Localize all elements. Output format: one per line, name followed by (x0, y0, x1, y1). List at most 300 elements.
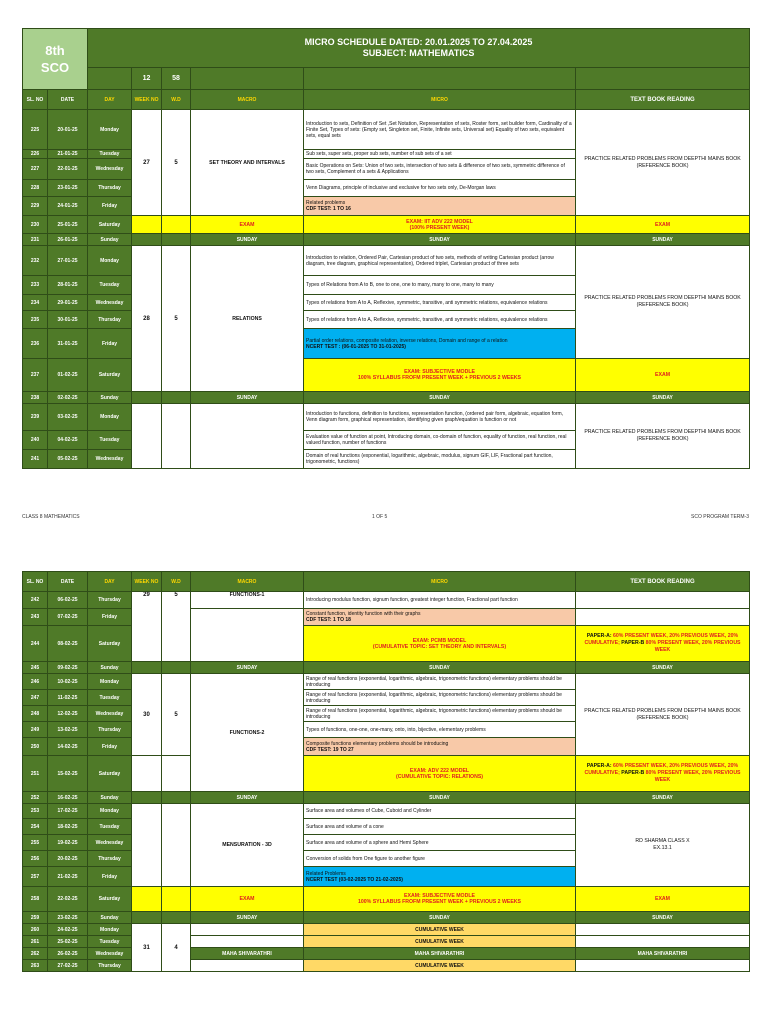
text-cell: EXAM (576, 887, 750, 912)
sl-cell: 250 (23, 738, 48, 756)
col-micro: MICRO (304, 90, 576, 110)
text-cell: EXAM (576, 216, 750, 234)
micro-cell: Types of functions, one-one, one-many, onto, into, bijective, elementary problems (304, 722, 576, 738)
micro-cell: CUMULATIVE WEEK (304, 936, 576, 948)
sl-cell: 241 (23, 450, 48, 469)
micro-cell: SUNDAY (304, 392, 576, 404)
exam-detail: 100% SYLLABUS FROFM PRESENT WEEK + PREVIOUS 2 WEEKS (358, 375, 522, 381)
cdf-test-label: CDF TEST: 1 TO 16 (306, 206, 351, 212)
blank-cell (88, 68, 132, 90)
wd-cell: 5 (162, 592, 191, 662)
date-cell: 22-02-25 (48, 887, 88, 912)
reference-book: RD SHARMA CLASS X (635, 838, 690, 844)
date-cell: 20-02-25 (48, 851, 88, 867)
micro-cell (304, 197, 576, 216)
macro-cell: RELATIONS (191, 246, 304, 392)
sl-cell: 232 (23, 246, 48, 276)
blank-cell (162, 662, 191, 674)
macro-cell: FUNCTIONS-2 (191, 674, 304, 792)
sl-cell: 238 (23, 392, 48, 404)
micro-cell: Evaluation value of function at point, Introducing domain, co-domain of function, equality of function, real function, real valued function, number of functions (304, 431, 576, 450)
sl-cell: 237 (23, 359, 48, 392)
day-cell: Friday (88, 867, 132, 887)
sl-cell: 248 (23, 706, 48, 722)
day-cell: Wednesday (88, 295, 132, 311)
date-cell: 23-01-25 (48, 180, 88, 197)
date-cell: 22-01-25 (48, 159, 88, 180)
day-cell: Wednesday (88, 450, 132, 469)
text-cell: EXAM (576, 359, 750, 392)
date-cell: 12-02-25 (48, 706, 88, 722)
macro-cell: MENSURATION - 3D (191, 804, 304, 887)
micro-cell: Conversion of solids from One figure to another figure (304, 851, 576, 867)
day-cell: Saturday (88, 756, 132, 792)
table-row (23, 792, 750, 804)
text-cell: PRACTICE RELATED PROBLEMS FROM DEEPTHI MAINS BOOK (REFERENCE BOOK) (576, 246, 750, 359)
date-cell: 27-01-25 (48, 246, 88, 276)
blank-cell (132, 804, 162, 887)
school-label: SCO (40, 60, 70, 75)
micro-cell: Venn Diagrams, principle of inclusive and exclusive for two sets only, De-Morgan laws (304, 180, 576, 197)
table-row (23, 246, 750, 276)
paper-split-cell (576, 626, 750, 662)
day-cell: Tuesday (88, 276, 132, 295)
paper-a-text: 60% PRESENT WEEK, 20% PREVIOUS WEEK, 20% CUMULATIVE; (584, 763, 739, 776)
macro-cell: SUNDAY (191, 792, 304, 804)
sl-cell: 226 (23, 150, 48, 159)
macro-cell: MAHA SHIVARATHRI (191, 948, 304, 960)
micro-cell: SUNDAY (304, 234, 576, 246)
reference-exercise: EX.13.1 (653, 845, 672, 851)
blank-cell (576, 924, 750, 936)
date-cell: 24-02-25 (48, 924, 88, 936)
blank-cell (132, 792, 162, 804)
day-cell: Saturday (88, 626, 132, 662)
text-cell: SUNDAY (576, 792, 750, 804)
col-text: TEXT BOOK READING (576, 572, 750, 592)
ncert-test-label: NCERT TEST (03-02-2025 TO 21-02-2025) (306, 876, 403, 883)
micro-cell: Basic Operations on Sets: Union of two sets, intersection of two sets & difference of two sets, symmetric difference of two sets, Complement of a sets & Applications (304, 159, 576, 180)
micro-cell: Introduction to sets, Definition of Set ,Set Notation, Representation of sets, Roster form, set builder form, Cardinality of a Finite Set, Types of sets: (Empty set, Singleton set, Finite, Infinite sets, Universal set) Equality of two sets, equivalent sets, equal sets (304, 110, 576, 150)
week-cell: 27 (132, 110, 162, 216)
micro-cell: Surface area and volume of a cone (304, 819, 576, 835)
date-cell: 27-02-25 (48, 960, 88, 972)
sl-cell: 234 (23, 295, 48, 311)
macro-cell: SUNDAY (191, 662, 304, 674)
blank-cell (162, 756, 191, 792)
blank-cell (162, 216, 191, 234)
date-cell: 04-02-25 (48, 431, 88, 450)
day-cell: Monday (88, 924, 132, 936)
sl-cell: 256 (23, 851, 48, 867)
text-cell (576, 804, 750, 887)
date-cell: 29-01-25 (48, 295, 88, 311)
micro-text: Constant function, identity function with their graphs (306, 611, 421, 617)
date-cell: 17-02-25 (48, 804, 88, 819)
date-cell: 28-01-25 (48, 276, 88, 295)
micro-cell: Range of real functions (exponential, logarithmic, algebraic, trigonometric functions) elementary problems should be introducing (304, 706, 576, 722)
sl-cell: 263 (23, 960, 48, 972)
col-day: DAY (88, 572, 132, 592)
sl-cell: 254 (23, 819, 48, 835)
sl-cell: 261 (23, 936, 48, 948)
exam-title: EXAM: PCMB MODEL (412, 637, 467, 644)
micro-cell (304, 329, 576, 359)
text-cell: SUNDAY (576, 912, 750, 924)
sl-cell: 236 (23, 329, 48, 359)
col-text: TEXT BOOK READING (576, 90, 750, 110)
title-line-1: MICRO SCHEDULE DATED: 20.01.2025 TO 27.04.2025 (304, 37, 533, 47)
blank-cell (132, 887, 162, 912)
sl-cell: 229 (23, 197, 48, 216)
wd-count: 58 (162, 68, 191, 90)
schedule-page-2 (22, 571, 749, 972)
micro-text: Related problems (306, 200, 346, 206)
table-row (23, 887, 750, 912)
text-cell: SUNDAY (576, 662, 750, 674)
sl-cell: 230 (23, 216, 48, 234)
date-cell: 11-02-25 (48, 690, 88, 706)
text-cell: MAHA SHIVARATHRI (576, 948, 750, 960)
col-sl: SL. NO (23, 90, 48, 110)
date-cell: 20-01-25 (48, 110, 88, 150)
blank-cell (576, 592, 750, 609)
week-cell: 31 (132, 924, 162, 972)
paper-a-label: PAPER-A: (586, 633, 612, 639)
paper-a-text: 60% PRESENT WEEK, 20% PREVIOUS WEEK, 20% CUMULATIVE; (584, 633, 739, 646)
title-line-2: SUBJECT: MATHEMATICS (362, 48, 475, 58)
ncert-test-label: NCERT TEST : (06-01-2025 TO 31-01-2025) (306, 343, 406, 350)
table-row (23, 756, 750, 792)
micro-cell: Range of real functions (exponential, logarithmic, algebraic, trigonometric functions) elementary problems should be introducing (304, 690, 576, 706)
blank-cell (162, 804, 191, 887)
day-cell: Friday (88, 197, 132, 216)
blank-cell (191, 924, 304, 936)
date-cell: 23-02-25 (48, 912, 88, 924)
col-date: DATE (48, 90, 88, 110)
micro-text: Composite functions elementary problems should be introducing (306, 740, 449, 747)
macro-cell: SUNDAY (191, 912, 304, 924)
day-cell: Saturday (88, 887, 132, 912)
micro-cell: Introducing modulus function, signum function, greatest integer function, Fractional part function (304, 592, 576, 609)
macro-cell: EXAM (191, 216, 304, 234)
blank-cell (191, 68, 304, 90)
text-cell: PRACTICE RELATED PROBLEMS FROM DEEPTHI MAINS BOOK (REFERENCE BOOK) (576, 404, 750, 469)
blank-cell (132, 392, 162, 404)
paper-split-cell (576, 756, 750, 792)
micro-cell: Types of Relations from A to B, one to one, one to many, many to one, many to many (304, 276, 576, 295)
date-cell: 15-02-25 (48, 756, 88, 792)
sl-cell: 259 (23, 912, 48, 924)
date-cell: 18-02-25 (48, 819, 88, 835)
sl-cell: 257 (23, 867, 48, 887)
day-cell: Thursday (88, 592, 132, 609)
micro-cell: CUMULATIVE WEEK (304, 960, 576, 972)
micro-cell (304, 887, 576, 912)
sl-cell: 225 (23, 110, 48, 150)
table-row (23, 110, 750, 150)
sl-cell: 243 (23, 609, 48, 626)
blank-cell (576, 936, 750, 948)
day-cell: Friday (88, 609, 132, 626)
exam-title: EXAM: ADV 222 MODEL (409, 767, 470, 774)
day-cell: Wednesday (88, 835, 132, 851)
micro-cell (304, 867, 576, 887)
micro-text: Partial order relations, composite relation, inverse relations, Domain and range of a relation (306, 337, 508, 344)
wd-cell: 5 (162, 246, 191, 392)
macro-cell: SET THEORY AND INTERVALS (191, 110, 304, 216)
micro-cell: Introduction to functions, definition to functions, representation function, (ordered pair form, algebraic, equation form, Venn diagram form, graphical representation, identifying given graph/equation is function or not (304, 404, 576, 431)
date-cell: 02-02-25 (48, 392, 88, 404)
micro-cell: Types of relations from A to A, Reflexive, symmetric, transitive, anti symmetric relations, equivalence relations (304, 295, 576, 311)
sl-cell: 246 (23, 674, 48, 690)
micro-cell: SUNDAY (304, 792, 576, 804)
col-week: WEEK NO (132, 90, 162, 110)
week-count: 12 (132, 68, 162, 90)
exam-title: EXAM: IIT ADV 222 MODEL (406, 218, 473, 225)
table-row (23, 592, 750, 609)
grade-label: 8th (45, 43, 65, 58)
blank-cell (191, 404, 304, 469)
col-wd: W.D (162, 572, 191, 592)
micro-cell: Domain of real functions (exponential, logarithmic, algebraic, modulus, signum GIF, LIF, Fractional part function, trigonometric, functions) (304, 450, 576, 469)
micro-cell: Surface area and volume of a sphere and Hemi Sphere (304, 835, 576, 851)
date-cell: 21-01-25 (48, 150, 88, 159)
blank-cell (132, 216, 162, 234)
day-cell: Wednesday (88, 159, 132, 180)
table-row (23, 662, 750, 674)
day-cell: Saturday (88, 216, 132, 234)
schedule-table-page-1 (22, 28, 750, 469)
blank-cell (162, 887, 191, 912)
micro-cell (304, 626, 576, 662)
day-cell: Sunday (88, 792, 132, 804)
day-cell: Tuesday (88, 936, 132, 948)
macro-cell: SUNDAY (191, 234, 304, 246)
blank-cell (191, 936, 304, 948)
col-wd: W.D (162, 90, 191, 110)
sl-cell: 227 (23, 159, 48, 180)
table-row (23, 234, 750, 246)
micro-cell: MAHA SHIVARATHRI (304, 948, 576, 960)
table-row (23, 216, 750, 234)
wd-cell: 5 (162, 110, 191, 216)
text-cell: PRACTICE RELATED PROBLEMS FROM DEEPTHI MAINS BOOK (REFERENCE BOOK) (576, 674, 750, 756)
macro-cell: EXAM (191, 887, 304, 912)
day-cell: Sunday (88, 912, 132, 924)
sl-cell: 258 (23, 887, 48, 912)
footer-left: CLASS 8 MATHEMATICS (22, 514, 80, 520)
day-cell: Thursday (88, 960, 132, 972)
week-cell: 30 (132, 674, 162, 756)
date-cell: 24-01-25 (48, 197, 88, 216)
week-cell: 28 (132, 246, 162, 392)
schedule-table-page-2 (22, 571, 750, 972)
day-cell: Thursday (88, 180, 132, 197)
day-cell: Saturday (88, 359, 132, 392)
sl-cell: 251 (23, 756, 48, 792)
blank-cell (191, 609, 304, 662)
sl-cell: 244 (23, 626, 48, 662)
blank-cell (576, 960, 750, 972)
blank-cell (162, 912, 191, 924)
blank-cell (162, 792, 191, 804)
day-cell: Monday (88, 110, 132, 150)
micro-cell (304, 609, 576, 626)
date-cell: 03-02-25 (48, 404, 88, 431)
col-micro: MICRO (304, 572, 576, 592)
text-cell: SUNDAY (576, 234, 750, 246)
date-cell: 13-02-25 (48, 722, 88, 738)
cdf-test-label: CDF TEST: 1 TO 18 (306, 617, 351, 623)
sl-cell: 245 (23, 662, 48, 674)
sl-cell: 253 (23, 804, 48, 819)
text-cell: PRACTICE RELATED PROBLEMS FROM DEEPTHI MAINS BOOK (REFERENCE BOOK) (576, 110, 750, 216)
day-cell: Tuesday (88, 690, 132, 706)
wd-cell: 5 (162, 674, 191, 756)
sl-cell: 239 (23, 404, 48, 431)
exam-detail: 100% SYLLABUS FROFM PRESENT WEEK + PREVIOUS 2 WEEKS (357, 899, 521, 905)
date-cell: 25-02-25 (48, 936, 88, 948)
sl-cell: 255 (23, 835, 48, 851)
blank-cell (576, 68, 750, 90)
day-cell: Monday (88, 674, 132, 690)
micro-cell (304, 359, 576, 392)
blank-cell (191, 960, 304, 972)
blank-cell (132, 912, 162, 924)
exam-detail: (CUMULATIVE TOPIC: RELATIONS) (395, 773, 484, 780)
sl-cell: 240 (23, 431, 48, 450)
col-macro: MACRO (191, 572, 304, 592)
date-cell: 30-01-25 (48, 311, 88, 329)
blank-cell (162, 234, 191, 246)
sl-cell: 252 (23, 792, 48, 804)
date-cell: 05-02-25 (48, 450, 88, 469)
day-cell: Sunday (88, 392, 132, 404)
macro-cell: FUNCTIONS-1 (191, 592, 304, 609)
day-cell: Sunday (88, 234, 132, 246)
micro-cell: Range of real functions (exponential, logarithmic, algebraic, trigonometric functions) elementary problems should be introducing (304, 674, 576, 690)
date-cell: 14-02-25 (48, 738, 88, 756)
date-cell: 07-02-25 (48, 609, 88, 626)
table-row (23, 804, 750, 819)
blank-cell (304, 68, 576, 90)
paper-a-label: PAPER-A: (586, 763, 612, 769)
sl-cell: 228 (23, 180, 48, 197)
blank-cell (132, 756, 162, 792)
micro-cell: SUNDAY (304, 662, 576, 674)
table-row (23, 912, 750, 924)
sl-cell: 249 (23, 722, 48, 738)
date-cell: 10-02-25 (48, 674, 88, 690)
exam-title: EXAM: SUBJECTIVE MODLE (404, 893, 475, 899)
sl-cell: 242 (23, 592, 48, 609)
day-cell: Monday (88, 804, 132, 819)
day-cell: Tuesday (88, 150, 132, 159)
day-cell: Friday (88, 329, 132, 359)
col-week: WEEK NO (132, 572, 162, 592)
day-cell: Wednesday (88, 706, 132, 722)
text-cell: SUNDAY (576, 392, 750, 404)
paper-b-text: 80% PRESENT WEEK, 20% PREVIOUS WEEK (644, 640, 741, 653)
schedule-page-1 (22, 28, 749, 469)
blank-cell (576, 609, 750, 626)
date-cell: 09-02-25 (48, 662, 88, 674)
footer-right: SCO PROGRAM TERM-3 (691, 514, 749, 520)
micro-cell: Types of relations from A to A, Reflexive, symmetric, transitive, anti symmetric relations, equivalence relations (304, 311, 576, 329)
micro-cell: CUMULATIVE WEEK (304, 924, 576, 936)
date-cell: 01-02-25 (48, 359, 88, 392)
paper-b-label: PAPER-B (621, 640, 645, 646)
table-row (23, 392, 750, 404)
day-cell: Monday (88, 404, 132, 431)
exam-detail: (CUMULATIVE TOPIC: SET THEORY AND INTERVALS) (372, 643, 507, 650)
day-cell: Sunday (88, 662, 132, 674)
micro-cell: Surface area and volumes of Cube, Cuboid and Cylinder (304, 804, 576, 819)
sl-cell: 231 (23, 234, 48, 246)
blank-cell (162, 392, 191, 404)
sl-cell: 233 (23, 276, 48, 295)
table-row (23, 404, 750, 431)
day-cell: Thursday (88, 722, 132, 738)
exam-detail: (100% PRESENT WEEK) (409, 224, 470, 231)
paper-b-label: PAPER-B (621, 770, 645, 776)
micro-cell: Introduction to relation, Ordered Pair, Cartesian product of two sets, methods of writing Cartesian product (arrow diagram, tree diagram, graphical representation), Ordered triplet, Cartesian product of three sets (304, 246, 576, 276)
day-cell: Monday (88, 246, 132, 276)
blank-cell (132, 234, 162, 246)
micro-text: Related Problems (306, 870, 346, 877)
exam-title: EXAM: SUBJECTIVE MODLE (404, 369, 475, 375)
day-cell: Thursday (88, 851, 132, 867)
blank-cell (132, 404, 162, 469)
date-cell: 25-01-25 (48, 216, 88, 234)
day-cell: Friday (88, 738, 132, 756)
micro-cell: Sub sets, super sets, proper sub sets, number of sub sets of a set (304, 150, 576, 159)
day-cell: Wednesday (88, 948, 132, 960)
day-cell: Tuesday (88, 431, 132, 450)
date-cell: 31-01-25 (48, 329, 88, 359)
wd-cell: 4 (162, 924, 191, 972)
sl-cell: 247 (23, 690, 48, 706)
date-cell: 21-02-25 (48, 867, 88, 887)
micro-cell (304, 738, 576, 756)
micro-cell: SUNDAY (304, 912, 576, 924)
date-cell: 16-02-25 (48, 792, 88, 804)
table-row (23, 674, 750, 690)
col-date: DATE (48, 572, 88, 592)
cdf-test-label: CDF TEST: 19 TO 27 (306, 746, 354, 753)
sl-cell: 235 (23, 311, 48, 329)
blank-cell (162, 404, 191, 469)
week-cell: 29 (132, 592, 162, 662)
date-cell: 08-02-25 (48, 626, 88, 662)
macro-cell: SUNDAY (191, 392, 304, 404)
col-sl: SL. NO (23, 572, 48, 592)
col-day: DAY (88, 90, 132, 110)
table-row (23, 924, 750, 936)
col-macro: MACRO (191, 90, 304, 110)
footer-page-number: 1 OF 5 (372, 514, 388, 520)
sl-cell: 260 (23, 924, 48, 936)
date-cell: 19-02-25 (48, 835, 88, 851)
day-cell: Tuesday (88, 819, 132, 835)
day-cell: Thursday (88, 311, 132, 329)
sl-cell: 262 (23, 948, 48, 960)
schedule-title (88, 29, 750, 68)
date-cell: 26-02-25 (48, 948, 88, 960)
grade-block (23, 29, 88, 90)
micro-cell (304, 756, 576, 792)
